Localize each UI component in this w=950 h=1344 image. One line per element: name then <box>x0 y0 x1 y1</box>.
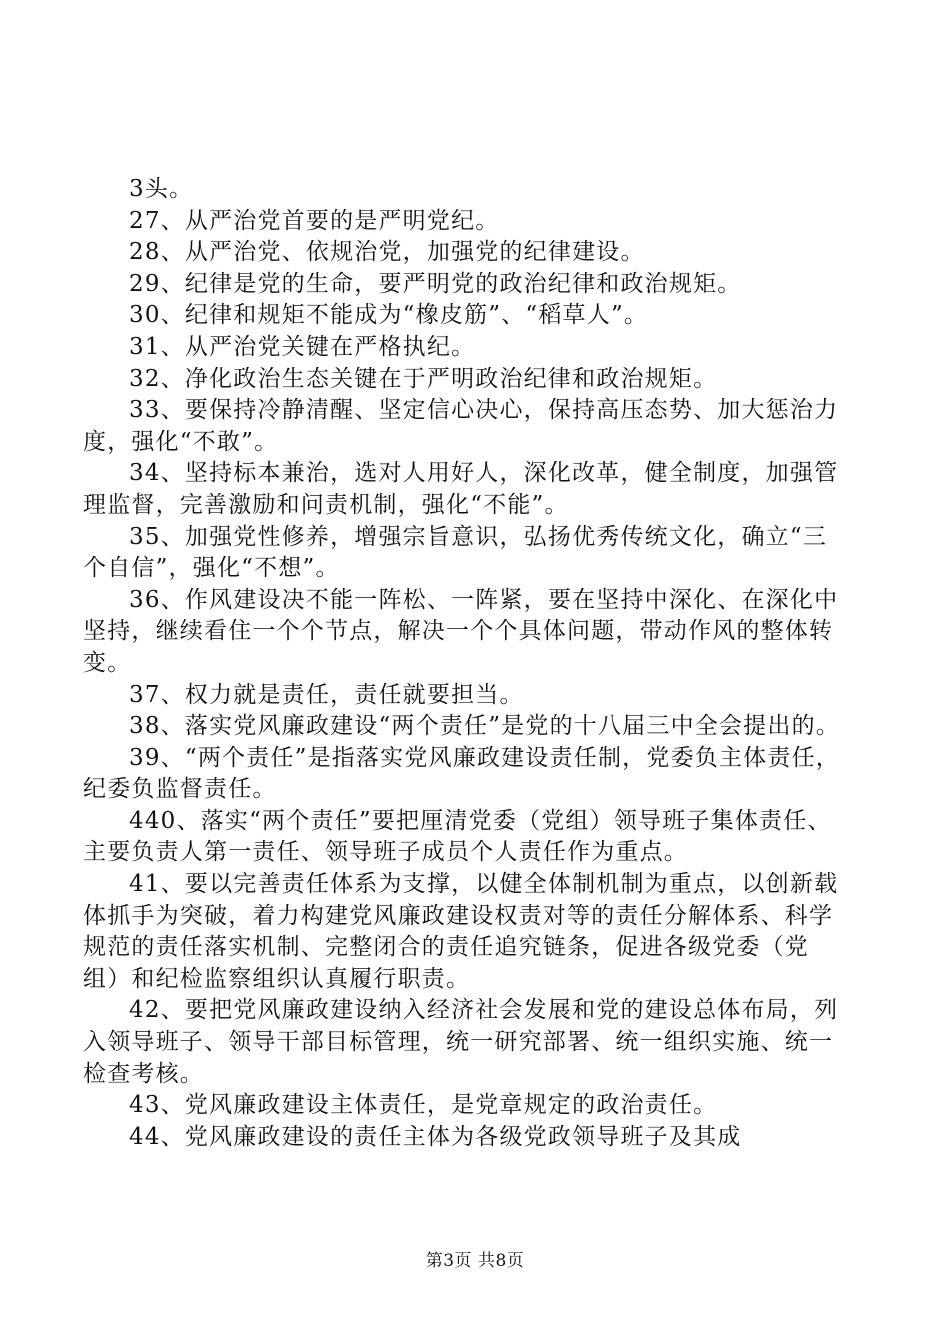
paragraph-35: 35、加强党性修养，增强宗旨意识，弘扬优秀传统文化，确立“三个自信”，强化“不想”。 <box>83 523 828 582</box>
paragraph-40: 440、落实“两个责任”要把厘清党委（党组）领导班子集体责任、主要负责人第一责任、领导班子成员个人责任作为重点。 <box>83 807 832 866</box>
page-number-footer: 第3页 共8页 <box>425 1251 525 1271</box>
paragraph-33: 33、要保持冷静清醒、坚定信心决心，保持高压态势、加大惩治力度，强化“不敢”。 <box>83 397 839 455</box>
paragraph-29: 29、纪律是党的生命，要严明党的政治纪律和政治规矩。 <box>129 270 742 297</box>
paragraph-27: 27、从严治党首要的是严明党纪。 <box>129 207 500 234</box>
paragraph-36: 36、作风建设决不能一阵松、一阵紧，要在坚持中深化、在深化中坚持，继续看住一个个节点，解决一个个具体问题，带动作风的整体转变。 <box>83 586 839 676</box>
paragraph-43: 43、党风廉政建设主体责任，是党章规定的政治责任。 <box>129 1092 718 1119</box>
document-body <box>83 174 841 1153</box>
paragraph-32: 32、净化政治生态关键在于严明政治纪律和政治规矩。 <box>129 365 718 392</box>
paragraph-30: 30、纪律和规矩不能成为“橡皮筋”、“稻草人”。 <box>129 302 649 329</box>
paragraph-39: 39、“两个责任”是指落实党风廉政建设责任制，党委负主体责任，纪委负监督责任。 <box>83 744 840 803</box>
paragraph-31: 31、从严治党关键在严格执纪。 <box>129 333 476 360</box>
paragraph-38: 38、落实党风廉政建设“两个责任”是党的十八届三中全会提出的。 <box>129 713 840 740</box>
paragraph-28: 28、从严治党、依规治党，加强党的纪律建设。 <box>129 239 645 266</box>
paragraph-continuation: 3头。 <box>129 176 194 202</box>
paragraph-34: 34、坚持标本兼治，选对人用好人，深化改革，健全制度，加强管理监督，完善激励和问责机制，强化“不能”。 <box>83 460 839 518</box>
paragraph-44: 44、党风廉政建设的责任主体为各级党政领导班子及其成 <box>129 1123 742 1150</box>
paragraph-42: 42、要把党风廉政建设纳入经济社会发展和党的建设总体布局，列入领导班子、领导干部目标管理，统一研究部署、统一组织实施、统一检查考核。 <box>83 997 839 1087</box>
paragraph-41: 41、要以完善责任体系为支撑，以健全体制机制为重点，以创新载体抓手为突破，着力构建党风廉政建设权责对等的责任分解体系、科学规范的责任落实机制、完整闭合的责任追究链条，促进各级党委（党组）和纪检监察组织认真履行职责。 <box>83 871 839 992</box>
paragraph-37: 37、权力就是责任，责任就要担当。 <box>129 681 524 708</box>
